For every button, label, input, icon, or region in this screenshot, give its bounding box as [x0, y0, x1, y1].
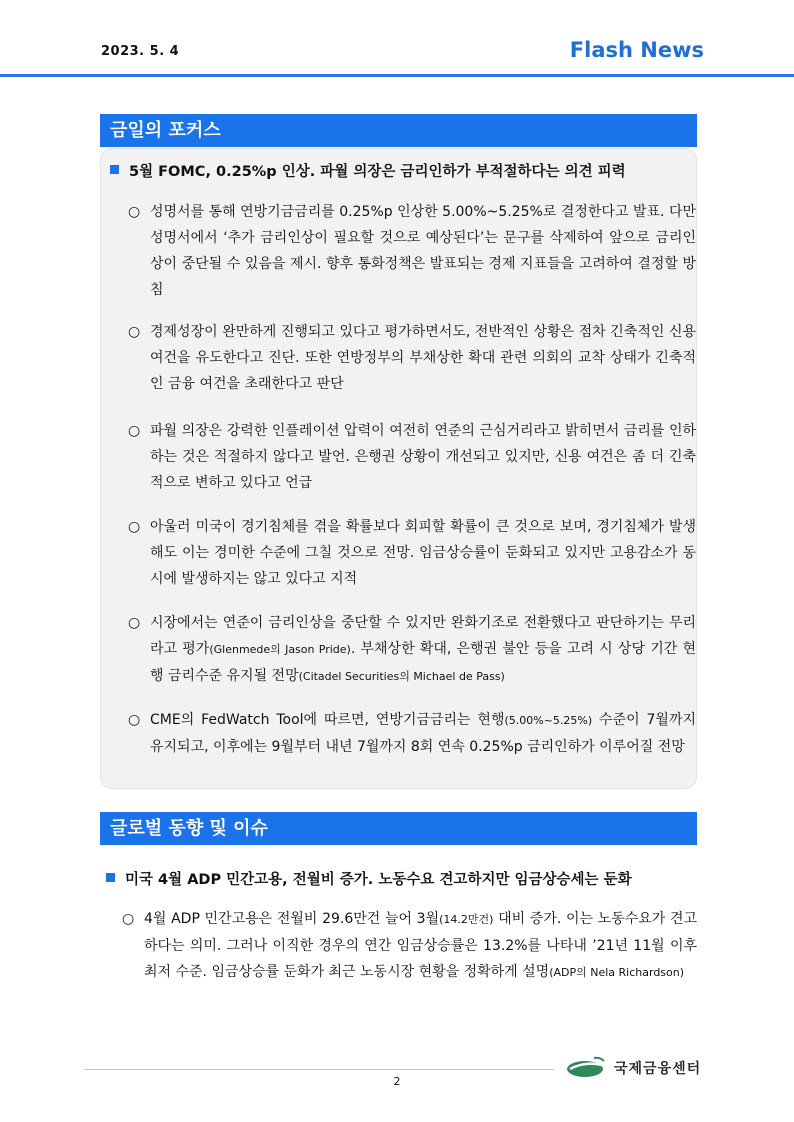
bullet-text	[150, 610, 696, 690]
source-note: (14.2만건)	[439, 913, 494, 926]
circle-bullet-icon: ○	[128, 204, 141, 220]
circle-bullet-icon: ○	[122, 911, 135, 927]
focus-headline-text: 5월 FOMC, 0.25%p 인상. 파월 의장은 금리인하가 부적절하다는 의견 피력	[129, 164, 626, 180]
global-headline-text: 미국 4월 ADP 민간고용, 전월비 증가. 노동수요 견고하지만 임금상승세는 둔화	[125, 872, 632, 888]
section-title-focus: 금일의 포커스	[100, 114, 697, 147]
bullet-text: 경제성장이 완만하게 진행되고 있다고 평가하면서도, 전반적인 상황은 점차 긴축적인 신용 여건을 유도한다고 진단. 또한 연방정부의 부채상한 확대 관련 의회의 교착 상태가 긴축적인 금융 여건을 초래한다고 판단	[150, 324, 696, 392]
bullet-text-part: CME의 FedWatch Tool에 따르면, 연방기금금리는 현행	[150, 712, 505, 728]
bullet-text-part: 시장에서는 연준이 금리인상을 중단할 수 있지만 완화기조로 전환했다고 판단하기는 무리라고 평가	[150, 615, 696, 657]
page-number: 2	[393, 1075, 401, 1088]
circle-bullet-icon: ○	[128, 615, 141, 631]
bullet-text: 성명서를 통해 연방기금금리를 0.25%p 인상한 5.00%~5.25%로 결정한다고 발표. 다만 성명서에서 ‘추가 금리인상이 필요할 것으로 예상된다’는 문구를 삭제하여 앞으로 금리인상이 중단될 수 있음을 제시. 향후 통화정책은 발표되는 경제 지표들을 고려하여 결정할 방침	[150, 204, 696, 298]
org-logo-text: 국제금융센터	[614, 1061, 702, 1077]
bullet-text	[150, 707, 696, 760]
bullet-text: 아울러 미국이 경기침체를 겪을 확률보다 회피할 확률이 큰 것으로 보며, 경기침체가 발생해도 이는 경미한 수준에 그칠 것으로 전망. 임금상승률이 둔화되고 있지만 고용감소가 동시에 발생하지는 않고 있다고 지적	[150, 519, 696, 587]
brand-title: Flash News	[569, 38, 704, 62]
header-divider	[0, 74, 794, 77]
source-note: (5.00%~5.25%)	[504, 714, 593, 727]
bullet-text-part: 대비 증가. 이는 노동수요가 견고하다는 의미. 그러나 이직한 경우의 연간 임금상승률은 13.2%를 나타내 ’21년 11월 이후 최저 수준. 임금상승률 둔화가 최근 노동시장 현황을 정확하게 설명	[144, 911, 697, 980]
bullet-text-part: 4월 ADP 민간고용은 전월비 29.6만건 늘어 3월	[144, 911, 440, 927]
source-note: (ADP의 Nela Richardson)	[549, 966, 685, 979]
bullet-text-part: 수준이 7월까지 유지되고, 이후에는 9월부터 내년 7월까지 8회 연속 0.25%p 금리인하가 이루어질 전망	[150, 712, 696, 755]
circle-bullet-icon: ○	[128, 712, 141, 728]
section-title-global: 글로벌 동향 및 이슈	[100, 812, 697, 845]
focus-headline	[110, 160, 626, 181]
circle-bullet-icon: ○	[128, 519, 141, 535]
bullet-text: 파월 의장은 강력한 인플레이션 압력이 여전히 연준의 근심거리라고 밝히면서 금리를 인하하는 것은 적절하지 않다고 발언. 은행권 상황이 개선되고 있지만, 신용 여건은 좀 더 긴축적으로 변하고 있다고 언급	[150, 423, 696, 491]
source-note: (Glenmede의 Jason Pride)	[209, 643, 351, 656]
focus-bullet-3	[128, 418, 696, 496]
circle-bullet-icon: ○	[128, 423, 141, 439]
circle-bullet-icon: ○	[128, 324, 141, 340]
footer-divider	[84, 1069, 554, 1070]
square-bullet-icon	[106, 873, 115, 882]
report-date: 2023. 5. 4	[101, 44, 180, 59]
square-bullet-icon	[110, 165, 119, 174]
kcif-logo-icon	[566, 1056, 606, 1078]
focus-bullet-1	[128, 199, 696, 303]
focus-bullet-5	[128, 610, 696, 690]
bullet-text	[144, 906, 697, 986]
global-headline	[106, 868, 632, 889]
focus-bullet-4	[128, 514, 696, 592]
global-bullet-1	[122, 906, 697, 986]
bullet-text-part: . 부채상한 확대, 은행권 불안 등을 고려 시 상당 기간 현행 금리수준 유지될 전망	[150, 641, 696, 684]
focus-bullet-6	[128, 707, 696, 760]
source-note: (Citadel Securities의 Michael de Pass)	[298, 670, 505, 683]
focus-bullet-2	[128, 319, 696, 397]
